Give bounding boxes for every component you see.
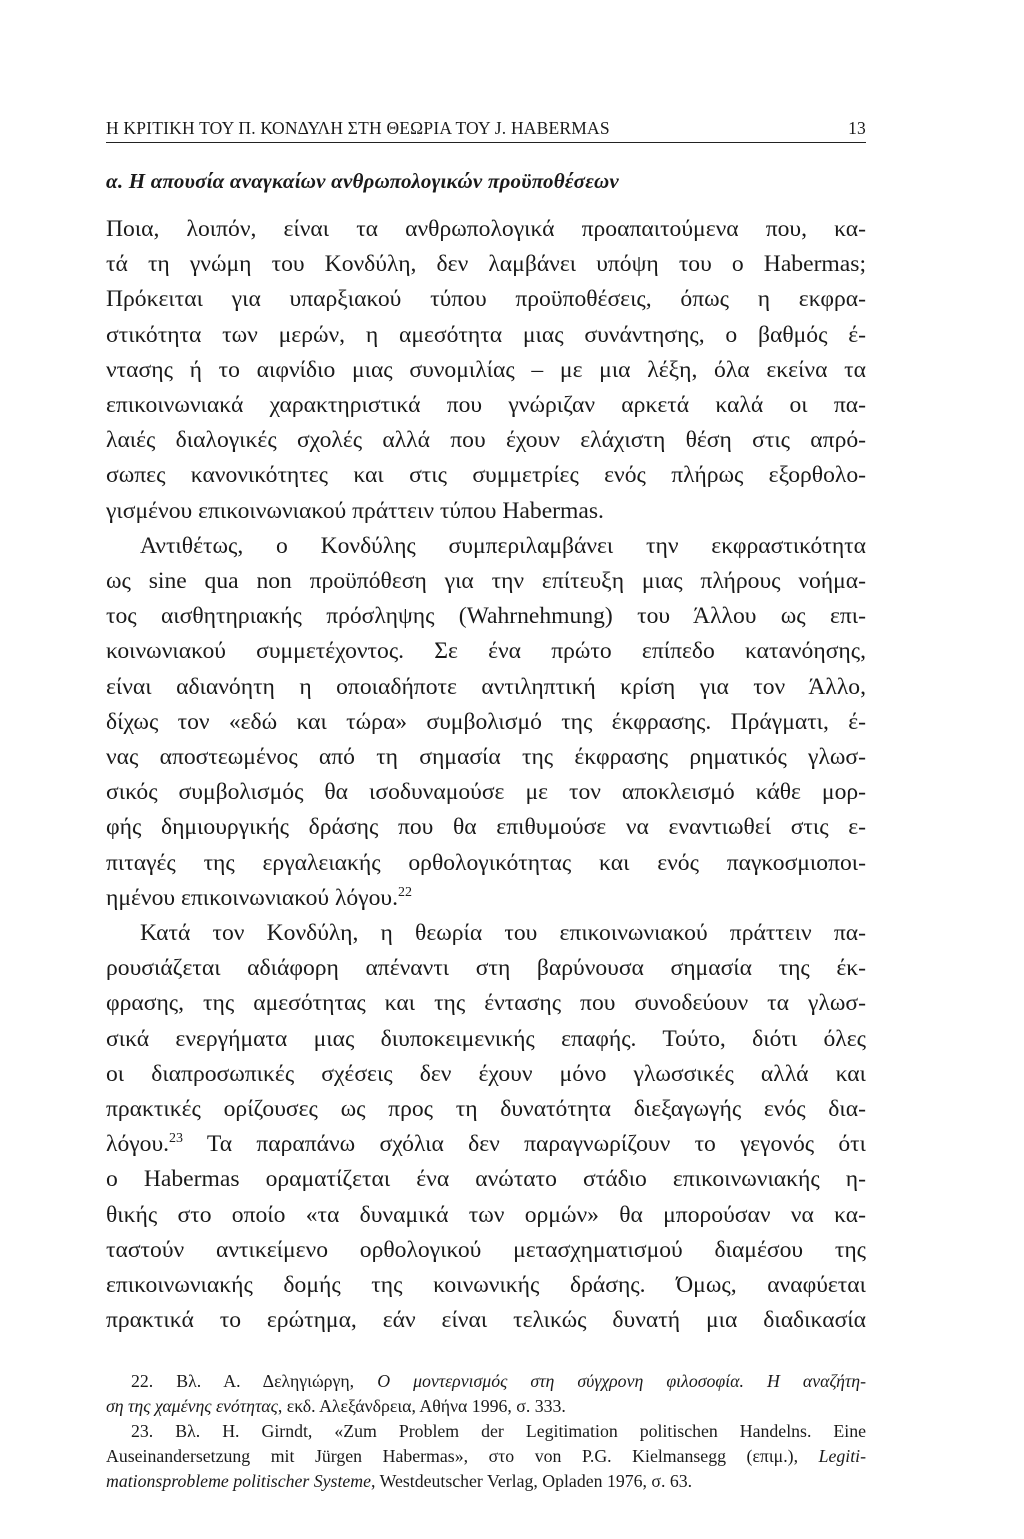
text-line: φρασης, της αμεσότητας και της έντασης που συνοδεύουν τα γλωσ- [106, 990, 866, 1017]
running-head-title: Η ΚΡΙΤΙΚΗ ΤΟΥ Π. ΚΟΝΔΥΛΗ ΣΤΗ ΘΕΩΡΙΑ ΤΟΥ J. HABERMAS [106, 118, 610, 138]
footnote-text: , εκδ. Αλεξάνδρεια, Αθήνα 1996, σ. 333. [277, 1395, 566, 1416]
footnote-23: 23. Βλ. H. Girndt, «Zum Problem der Legitimation politischen Handelns. Eine [131, 1420, 866, 1441]
footnote-title: Ο μοντερνισμός στη σύγχρονη φιλοσοφία. Η αναζήτη- [377, 1370, 866, 1391]
text-line: θικής στο οποίο «τα δυναμικά των ορμών» θα μπορούσαν να κα- [106, 1201, 866, 1228]
running-head [106, 118, 866, 143]
text-line: δίχως τον «εδώ και τώρα» συμβολισμό της έκφρασης. Πράγματι, έ- [106, 708, 866, 735]
text-line: λαιές διαλογικές σχολές αλλά που έχουν ελάχιστη θέση στις απρό- [106, 427, 866, 454]
text-line: είναι αδιανόητη η οποιαδήποτε αντιληπτική κρίση για τον Άλλο, [106, 673, 866, 700]
text-line: τος αισθητηριακής πρόσληψης (Wahrnehmung) του Άλλου ως επι- [106, 603, 866, 630]
footnote-23-cont [106, 1469, 866, 1494]
text-line: σωπες κανονικότητες και στις συμμετρίες ενός πλήρως εξορθολο- [106, 462, 866, 489]
text-line: ταστούν αντικείμενο ορθολογικού μετασχηματισμού διαμέσου της [106, 1236, 866, 1263]
text-line: σικά ενεργήματα μιας διυποκειμενικής επαφής. Τούτο, διότι όλες [106, 1025, 866, 1052]
text-line: Κατά τον Κονδύλη, η θεωρία του επικοινωνιακού πράττειν πα- [140, 920, 866, 947]
text-line: οι διαπροσωπικές σχέσεις δεν έχουν μόνο γλωσσικές αλλά και [106, 1060, 866, 1087]
footnote-text: Auseinandersetzung mit Jürgen Habermas», στο von P.G. Kielmansegg (επιμ.), [106, 1446, 819, 1467]
text-line: πρακτικά το ερώτημα, εάν είναι τελικώς δυνατή μια διαδικασία [106, 1307, 866, 1334]
text-fragment: ημένου επικοινωνιακού λόγου. [106, 884, 398, 911]
text-line: πρακτικές ορίζουσες ως προς τη δυνατότητα διεξαγωγής ενός δια- [106, 1096, 866, 1123]
text-line: Αντιθέτως, ο Κονδύλης συμπεριλαμβάνει την εκφραστικότητα [140, 532, 866, 559]
text-line: ως sine qua non προϋπόθεση για την επίτευξη μιας πλήρους νοήμα- [106, 568, 866, 595]
footnote-text: 22. Βλ. Α. Δεληγιώργη, [131, 1370, 378, 1391]
footnote-ref-22[interactable]: 22 [397, 885, 412, 900]
footnote-title: Legiti- [818, 1446, 866, 1467]
text-line: ο Habermas οραματίζεται ένα ανώτατο στάδιο επικοινωνιακής η- [106, 1166, 866, 1193]
text-line [106, 1127, 866, 1162]
text-line: Ποια, λοιπόν, είναι τα ανθρωπολογικά προαπαιτούμενα που, κα- [106, 216, 866, 242]
footnote-22-cont [106, 1394, 866, 1419]
footnote-ref-23[interactable]: 23 [169, 1131, 184, 1147]
text-line: νας αποστεωμένος από τη σημασία της έκφρασης ρηματικός γλωσ- [106, 744, 866, 771]
section-heading: α. Η απουσία αναγκαίων ανθρωπολογικών προϋποθέσεων [106, 169, 619, 193]
text-line: σικός συμβολισμός θα ισοδυναμούσε με τον αποκλεισμό κάθε μορ- [106, 779, 866, 806]
footnote-text: , Westdeutscher Verlag, Opladen 1976, σ. 63. [371, 1471, 693, 1492]
text-line: κοινωνιακού συμμετέχοντος. Σε ένα πρώτο επίπεδο κατανόησης, [106, 638, 866, 665]
footnote-23-cont [106, 1444, 866, 1469]
text-line: ρουσιάζεται αδιάφορη απέναντι στη βαρύνουσα σημασία της έκ- [106, 955, 866, 982]
page-number: 13 [848, 118, 866, 138]
footnote-22 [106, 1369, 866, 1394]
text-line: γισμένου επικοινωνιακού πράττειν τύπου Habermas. [106, 497, 604, 524]
text-line: Πρόκειται για υπαρξιακού τύπου προϋποθέσεις, όπως η εκφρα- [106, 286, 866, 313]
text-line: στικότητα των μερών, η αμεσότητα μιας συνάντησης, ο βαθμός έ- [106, 321, 866, 348]
body-text [106, 212, 866, 1339]
text-line: ντασης ή το αιφνίδιο μιας συνομιλίας – με μια λέξη, όλα εκείνα τα [106, 356, 866, 383]
footnote-title: ση της χαμένης ενότητας [106, 1395, 278, 1416]
text-fragment: Τα παραπάνω σχόλια δεν παραγνωρίζουν το γεγονός ότι [183, 1131, 866, 1158]
book-page [106, 118, 866, 1495]
text-line: επικοινωνιακής δομής της κοινωνικής δράσης. Όμως, αναφύεται [106, 1272, 866, 1299]
text-line: τά τη γνώμη του Κονδύλη, δεν λαμβάνει υπόψη του ο Habermas; [106, 251, 866, 278]
text-line: επικοινωνιακά χαρακτηριστικά που γνώριζαν αρκετά καλά οι πα- [106, 392, 866, 419]
text-line [106, 881, 866, 916]
footnote-title: mationsprobleme politischer Systeme [106, 1471, 372, 1492]
text-line: πιταγές της εργαλειακής ορθολογικότητας και ενός παγκοσμιοποι- [106, 849, 866, 876]
text-line: φής δημιουργικής δράσης που θα επιθυμούσε να εναντιωθεί στις ε- [106, 814, 866, 841]
footnotes [106, 1369, 866, 1495]
text-fragment: λόγου. [106, 1131, 170, 1158]
